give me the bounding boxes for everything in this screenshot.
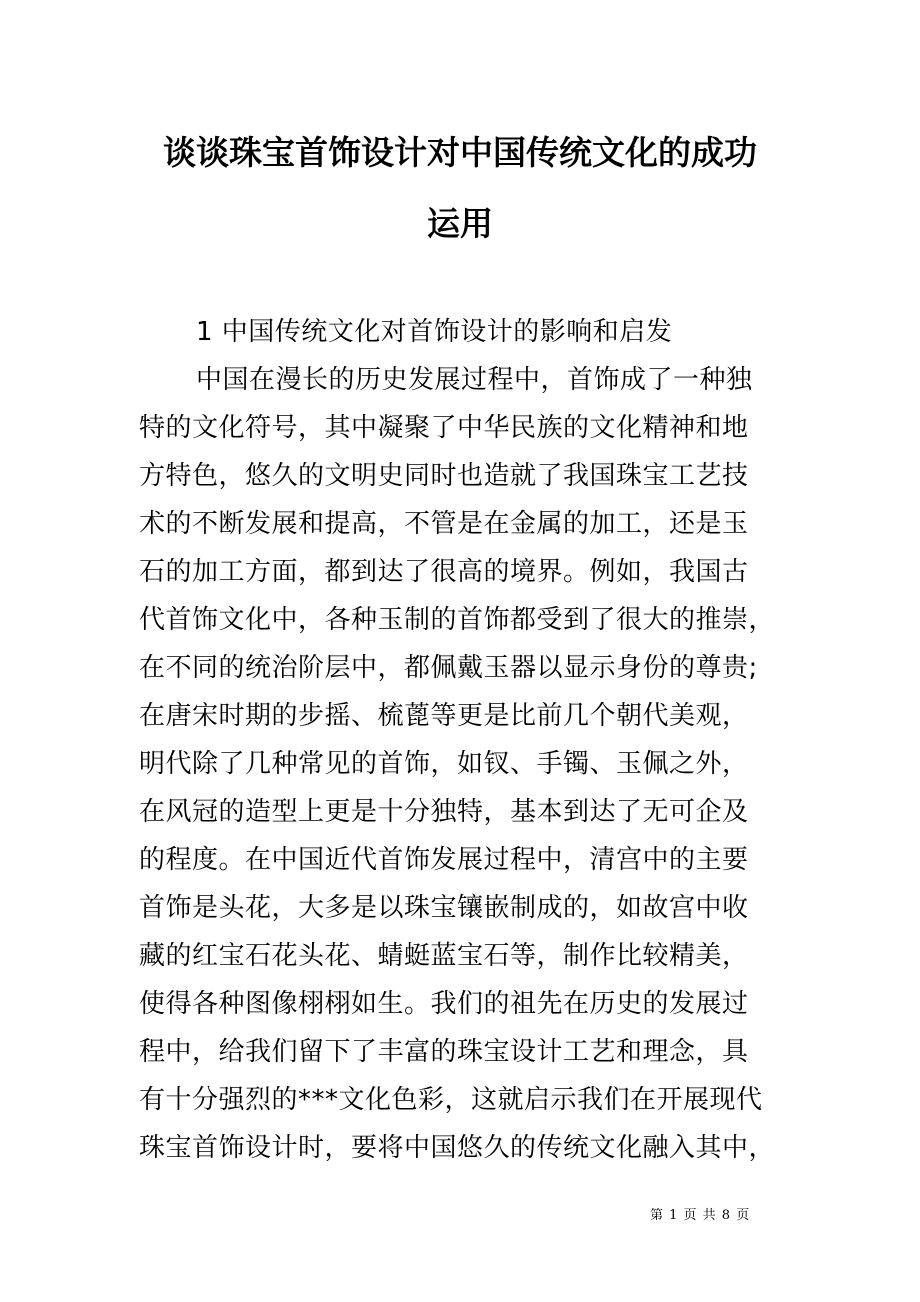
- page-number-footer: 第 1 页 共 8 页: [650, 1208, 751, 1223]
- paragraph-line: 在不同的统治阶层中，都佩戴玉器以显示身份的尊贵;: [139, 653, 758, 683]
- paragraph-line: 在风冠的造型上更是十分独特，基本到达了无可企及: [139, 797, 749, 827]
- paragraph-line: 明代除了几种常见的首饰，如钗、手镯、玉佩之外，: [139, 749, 749, 779]
- paragraph-line: 使得各种图像栩栩如生。我们的祖先在历史的发展过: [139, 989, 749, 1019]
- paragraph-line: 程中，给我们留下了丰富的珠宝设计工艺和理念，具: [139, 1037, 749, 1067]
- document-title-line-2: 运用: [427, 204, 493, 243]
- section-heading: 1 中国传统文化对首饰设计的影响和启发: [196, 317, 673, 347]
- paragraph-line: 中国在漫长的历史发展过程中，首饰成了一种独: [196, 365, 753, 395]
- document-title-line-1: 谈谈珠宝首饰设计对中国传统文化的成功: [163, 133, 757, 172]
- paragraph-line: 有十分强烈的***文化色彩，这就启示我们在开展现代: [139, 1085, 763, 1115]
- paragraph-line: 珠宝首饰设计时，要将中国悠久的传统文化融入其中，: [139, 1133, 776, 1163]
- paragraph-line: 方特色，悠久的文明史同时也造就了我国珠宝工艺技: [139, 461, 749, 491]
- paragraph-line: 石的加工方面，都到达了很高的境界。例如，我国古: [139, 557, 749, 587]
- paragraph-line: 代首饰文化中，各种玉制的首饰都受到了很大的推崇，: [139, 605, 776, 635]
- paragraph-line: 术的不断发展和提高，不管是在金属的加工，还是玉: [139, 509, 749, 539]
- paragraph-line: 首饰是头花，大多是以珠宝镶嵌制成的，如故宫中收: [139, 893, 749, 923]
- paragraph-line: 藏的红宝石花头花、蜻蜓蓝宝石等，制作比较精美，: [139, 941, 749, 971]
- paragraph-line: 特的文化符号，其中凝聚了中华民族的文化精神和地: [139, 413, 749, 443]
- paragraph-line: 在唐宋时期的步摇、梳蓖等更是比前几个朝代美观，: [139, 701, 749, 731]
- paragraph-line: 的程度。在中国近代首饰发展过程中，清宫中的主要: [139, 845, 749, 875]
